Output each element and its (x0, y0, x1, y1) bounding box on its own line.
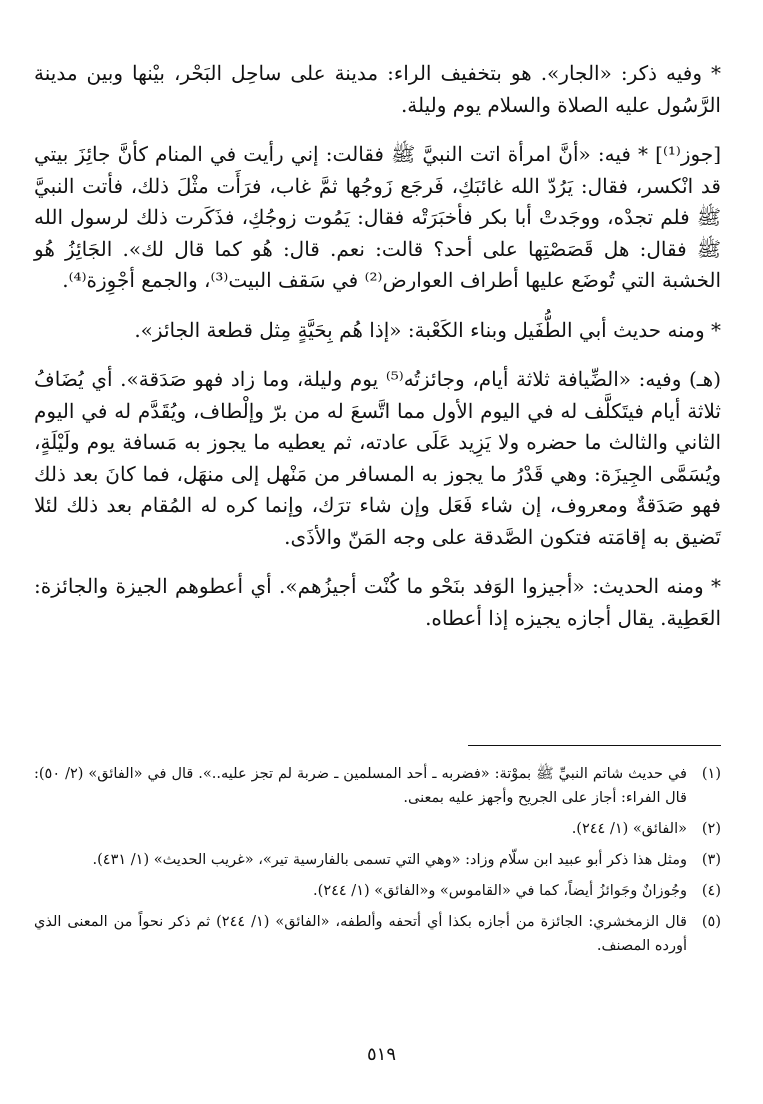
footnote (34, 879, 721, 903)
footnote-text: ومثل هذا ذكر أبو عبيد ابن سلّام وزاد: «وهي التي تسمى بالفارسية تير»، «غريب الحديث» (١/ ٤٣١). (92, 852, 687, 868)
footnotes (34, 762, 721, 965)
footnote-number: (٥) (701, 914, 721, 930)
footnote-number: (١) (701, 766, 721, 782)
footnote-number: (٣) (701, 852, 721, 868)
paragraph-diyafa: (هـ) وفيه: «الضِّيافة ثلاثة أيام، وجائزتُه⁽⁵⁾ يوم وليلة، وما زاد فهو صَدَقة». أي يُضَافُ ثلاثة أيام فيتَكلَّف له في اليوم الأول مما اتَّسعَ له من برّ وإلْطاف، ويُقَدَّم له في اليوم الثاني والثالث ما حضره ولا يَزِيد عَلَى عادته، ثم يعطيه ما يجوز به مَسافة يوم ولَيْلَةٍ، ويُسَمَّى الجِيزَة: وهي قَدْرُ ما يجوز به المسافر من مَنْهل إلى منهَل، فما كانَ بعد ذلك فهو صَدَقةٌ ومعروف، إن شاء فَعَل وإن شاء ترَك، وإنما كره له المُقام بعد ذلك لئلا تَضيق به إقامَته فتكون الصَّدقة على وجه المَنّ والأذَى. (34, 367, 722, 549)
footnote-separator (468, 745, 721, 746)
footnote-number: (٢) (701, 821, 721, 837)
paragraph-ajizu-alwafd: * ومنه الحديث: «أجيزوا الوَفد بنَحْو ما كُنْت أجيزُهم». أي أعطوهم الجيزة والجائزة: العَطِية. يقال أجازه يجيزه إذا أعطاه. (34, 574, 721, 630)
footnote-text: في حديث شاتم النبيِّ ﷺ بموْتة: «فضربه ـ أحد المسلمين ـ ضربة لم تجز عليه..». قال في «الفائق» (٢/ ٥٠): قال الفراء: أجاز على الجريح وأجهز عليه بمعنى. (34, 766, 687, 806)
page-number: ٥١٩ (366, 1044, 396, 1065)
paragraph-abi-tufail: * ومنه حديث أبي الطُّفَيل وبناء الكَعْبة: «إذا هُم بِحَيَّةٍ مِثل قطعة الجائز». (134, 317, 721, 342)
footnote (34, 817, 721, 841)
footnote-text: وجُوزانٌ وجَوائزُ أيضاً، كما في «القاموس» و«الفائق» (١/ ٢٤٤). (313, 883, 687, 899)
paragraph-jar: * وفيه ذكر: «الجار». هو بتخفيف الراء: مدينة على ساحِل البَحْر، بيْنها وبين مدينة الرَّسُول عليه الصلاة والسلام يوم وليلة. (34, 61, 721, 117)
main-text (34, 58, 721, 634)
paragraph-jawz-hadith: [جوز⁽¹⁾] * فيه: «أنَّ امرأة اتت النبيَّ ﷺ فقالت: إني رأيت في المنام كأنَّ جائِزَ بيتي قد انْكسر، فقال: يَرُدّ الله غائبَكِ، فَرجَع زَوجُها ثمَّ غاب، فرَأَت مثْلَ ذلك، فأتت النبيَّ ﷺ فلم تجدْه، ووجَدتْ أبا بكر فأخبَرَتْه فقال: يَمُوت زوجُكِ، فذَكَرت ذلك لرسول الله ﷺ فقال: هل قَصَصْتِها على أحد؟ قالت: نعم. قال: هُو كما قال لك». الجَائِزُ هُو الخشبة التي تُوضَع عليها أطراف العوارض⁽²⁾ في سَقف البيت⁽³⁾، والجمع أجْوِزة⁽⁴⁾. (34, 142, 721, 292)
footnote-text: قال الزمخشري: الجائزة من أجازه بكذا أي أتحفه وألطفه، «الفائق» (١/ ٢٤٤) ثم ذكر نحواً من المعنى الذي أورده المصنف. (34, 914, 687, 954)
footnote (34, 848, 721, 872)
footnote-number: (٤) (701, 883, 721, 899)
footnote (34, 910, 721, 958)
footnote-text: «الفائق» (١/ ٢٤٤). (571, 821, 687, 837)
footnote (34, 762, 721, 810)
